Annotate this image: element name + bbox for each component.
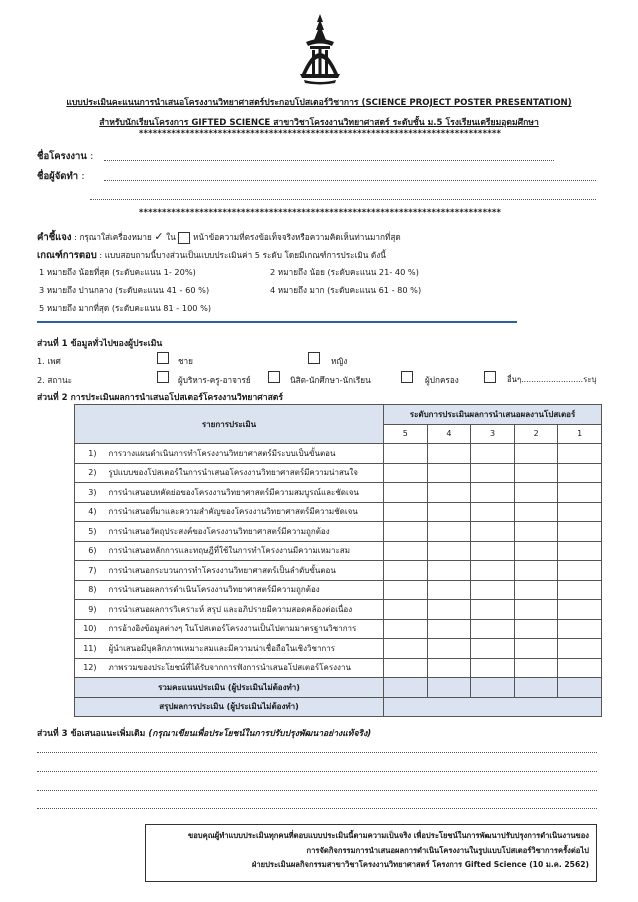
score-cell-1[interactable] (558, 619, 602, 639)
score-cell-3[interactable] (471, 522, 515, 542)
score-cell-4[interactable] (427, 619, 471, 639)
part1-title: ส่วนที่ 1 ข้อมูลทั่วไปของผู้ประเมิน (37, 339, 163, 349)
item-text: การนำเสนอหลักการและทฤษฎีที่ใช้ในการทำโครงงานมีความเหมาะสม (103, 541, 384, 561)
score-cell-1[interactable] (558, 600, 602, 620)
score-cell-3[interactable] (471, 619, 515, 639)
score-cell-2[interactable] (514, 561, 558, 581)
item-number: 8) (75, 580, 103, 600)
item-text: การวางแผนดำเนินการทำโครงงานวิทยาศาสตร์มีระบบเป็นขั้นตอน (103, 444, 384, 464)
score-cell-3[interactable] (471, 541, 515, 561)
item-number: 9) (75, 600, 103, 620)
project-name-field[interactable] (104, 160, 554, 161)
item-text: การนำเสนอผลการดำเนินโครงงานวิทยาศาสตร์มีความถูกต้อง (103, 580, 384, 600)
item-text: การอ้างอิงข้อมูลต่างๆ ในโปสเตอร์โครงงานเป็นไปตามมาตรฐานวิชาการ (103, 619, 384, 639)
status-other-label: อื่นๆ.........................ระบุ (507, 375, 597, 384)
score-cell-2[interactable] (514, 639, 558, 659)
scale-5: 5 หมายถึง มากที่สุด (ระดับคะแนน 81 - 100 %) (39, 303, 212, 313)
score-cell-2[interactable] (514, 502, 558, 522)
item-number: 5) (75, 522, 103, 542)
score-cell-4[interactable] (427, 580, 471, 600)
score-cell-5[interactable] (384, 541, 428, 561)
status-parent-checkbox[interactable] (401, 371, 413, 383)
score-cell-4[interactable] (427, 483, 471, 503)
col-level-header: ระดับการประเมินผลการนำเสนอผลงานโปสเตอร์ (384, 405, 602, 425)
evaluation-row (75, 600, 602, 620)
evaluation-row (75, 502, 602, 522)
score-cell-5[interactable] (384, 522, 428, 542)
score-cell-5[interactable] (384, 639, 428, 659)
item-number: 2) (75, 463, 103, 483)
score-cell-2[interactable] (514, 522, 558, 542)
status-label: 2. สถานะ (37, 375, 72, 385)
score-cell-1[interactable] (558, 561, 602, 581)
scale-4: 4 หมายถึง มาก (ระดับคะแนน 61 - 80 %) (270, 285, 422, 295)
score-cell-4[interactable] (427, 522, 471, 542)
star-divider: ****************************************************************************** (138, 129, 502, 139)
suggestion-line-3[interactable] (37, 790, 597, 791)
gender-male-checkbox[interactable] (157, 352, 169, 364)
score-cell-2[interactable] (514, 600, 558, 620)
score-cell-5[interactable] (384, 619, 428, 639)
score-cell-1[interactable] (558, 444, 602, 464)
status-teacher-label: ผู้บริหาร-ครู-อาจารย์ (178, 375, 251, 385)
authors-field-line2[interactable] (90, 199, 596, 200)
sample-checkbox-icon (178, 232, 190, 244)
evaluation-row (75, 658, 602, 678)
score-cell-4[interactable] (427, 600, 471, 620)
total-label: รวมคะแนนประเมิน (ผู้ประเมินไม่ต้องทำ) (75, 678, 384, 698)
school-emblem-icon (298, 12, 342, 86)
evaluation-row (75, 444, 602, 464)
footer-line-3: ฝ่ายประเมินผลกิจกรรมสาขาวิชาโครงงานวิทยาศาสตร์ โครงการ Gifted Science (10 ม.ค. 2562) (251, 860, 589, 869)
score-cell-3[interactable] (471, 463, 515, 483)
suggestion-line-2[interactable] (37, 771, 597, 772)
col-item-header: รายการประเมิน (75, 405, 384, 444)
score-cell-3[interactable] (471, 502, 515, 522)
score-cell-1[interactable] (558, 483, 602, 503)
part2-title: ส่วนที่ 2 การประเมินผลการนำเสนอโปสเตอร์โครงงานวิทยาศาสตร์ (37, 393, 284, 403)
item-text: รูปแบบของโปสเตอร์ในการนำเสนอโครงงานวิทยาศาสตร์มีความน่าสนใจ (103, 463, 384, 483)
level-1-header: 1 (558, 424, 602, 444)
authors-field[interactable] (104, 180, 596, 181)
status-student-label: นิสิต-นักศึกษา-นักเรียน (290, 375, 371, 385)
score-cell-1[interactable] (558, 639, 602, 659)
evaluation-row (75, 619, 602, 639)
status-teacher-checkbox[interactable] (157, 371, 169, 383)
scale-2: 2 หมายถึง น้อย (ระดับคะแนน 21- 40 %) (270, 267, 419, 277)
score-cell-2[interactable] (514, 444, 558, 464)
level-3-header: 3 (471, 424, 515, 444)
status-other-checkbox[interactable] (484, 371, 496, 383)
item-text: การนำเสนอวัตถุประสงค์ของโครงงานวิทยาศาสตร์มีความถูกต้อง (103, 522, 384, 542)
item-text: การนำเสนอกระบวนการทำโครงงานวิทยาศาสตร์เป็นลำดับขั้นตอน (103, 561, 384, 581)
score-cell-2[interactable] (514, 541, 558, 561)
evaluation-row (75, 522, 602, 542)
item-number: 10) (75, 619, 103, 639)
status-student-checkbox[interactable] (268, 371, 280, 383)
gender-label: 1. เพศ (37, 356, 61, 366)
score-cell-1[interactable] (558, 541, 602, 561)
level-5-header: 5 (384, 424, 428, 444)
score-cell-3[interactable] (471, 561, 515, 581)
score-cell-3[interactable] (471, 580, 515, 600)
star-divider-2: ****************************************************************************** (138, 208, 502, 218)
score-cell-4[interactable] (427, 463, 471, 483)
score-cell-5[interactable] (384, 580, 428, 600)
item-number: 3) (75, 483, 103, 503)
score-cell-1[interactable] (558, 463, 602, 483)
score-cell-2[interactable] (514, 483, 558, 503)
score-cell-1[interactable] (558, 502, 602, 522)
checkmark-icon: ✓ (154, 230, 164, 243)
summary-row (75, 697, 602, 717)
score-cell-4[interactable] (427, 639, 471, 659)
suggestion-line-1[interactable] (37, 752, 597, 753)
score-cell-3[interactable] (471, 639, 515, 659)
item-number: 1) (75, 444, 103, 464)
score-cell-5[interactable] (384, 444, 428, 464)
score-cell-1[interactable] (558, 522, 602, 542)
score-cell-2[interactable] (514, 658, 558, 678)
item-number: 12) (75, 658, 103, 678)
evaluation-row (75, 463, 602, 483)
criteria-line: เกณฑ์การตอบ : แบบสอบถามนี้บางส่วนเป็นแบบประเมินค่า 5 ระดับ โดยมีเกณฑ์การประเมิน ดังนี้ (37, 250, 386, 261)
score-cell-3[interactable] (471, 600, 515, 620)
score-cell-3[interactable] (471, 658, 515, 678)
total-cell (471, 678, 515, 698)
score-cell-5[interactable] (384, 463, 428, 483)
score-cell-4[interactable] (427, 502, 471, 522)
score-cell-2[interactable] (514, 619, 558, 639)
item-number: 6) (75, 541, 103, 561)
summary-cell (384, 697, 602, 717)
evaluation-row (75, 483, 602, 503)
total-cell (384, 678, 428, 698)
score-cell-5[interactable] (384, 658, 428, 678)
total-cell (558, 678, 602, 698)
score-cell-5[interactable] (384, 502, 428, 522)
level-2-header: 2 (514, 424, 558, 444)
item-text: การนำเสนอผลการวิเคราะห์ สรุป และอภิปรายมีความสอดคล้องต่อเนื่อง (103, 600, 384, 620)
gender-female-label: หญิง (331, 356, 348, 366)
evaluation-row (75, 541, 602, 561)
score-cell-3[interactable] (471, 444, 515, 464)
item-number: 11) (75, 639, 103, 659)
score-cell-5[interactable] (384, 600, 428, 620)
item-text: ผู้นำเสนอมีบุคลิกภาพเหมาะสมและมีความน่าเชื่อถือในเชิงวิชาการ (103, 639, 384, 659)
score-cell-2[interactable] (514, 580, 558, 600)
total-row (75, 678, 602, 698)
item-text: การนำเสนอที่มาและความสำคัญของโครงงานวิทยาศาสตร์มีความชัดเจน (103, 502, 384, 522)
score-cell-4[interactable] (427, 561, 471, 581)
item-number: 4) (75, 502, 103, 522)
footer-note (145, 824, 597, 882)
gender-female-checkbox[interactable] (308, 352, 320, 364)
status-parent-label: ผู้ปกครอง (425, 375, 459, 385)
score-cell-3[interactable] (471, 483, 515, 503)
evaluation-row (75, 639, 602, 659)
score-cell-1[interactable] (558, 580, 602, 600)
form-subtitle: สำหรับนักเรียนโครงการ GIFTED SCIENCE สาขาวิชาโครงงานวิทยาศาสตร์ ระดับชั้น ม.5 โรงเรียนเตรียมอุดมศึกษา (99, 118, 539, 128)
score-cell-2[interactable] (514, 463, 558, 483)
suggestion-line-4[interactable] (37, 808, 597, 809)
authors-label: ชื่อผู้จัดทำ : (37, 171, 85, 182)
evaluation-table (74, 404, 602, 717)
scale-1: 1 หมายถึง น้อยที่สุด (ระดับคะแนน 1- 20%) (39, 267, 196, 277)
score-cell-4[interactable] (427, 658, 471, 678)
evaluation-row (75, 580, 602, 600)
score-cell-5[interactable] (384, 561, 428, 581)
evaluation-row (75, 561, 602, 581)
footer-line-2: การจัดกิจกรรมการนำเสนอผลการดำเนินโครงงานในรูปแบบโปสเตอร์วิชาการครั้งต่อไป (306, 845, 589, 855)
scale-3: 3 หมายถึง ปานกลาง (ระดับคะแนน 41 - 60 %) (39, 285, 210, 295)
form-title: แบบประเมินคะแนนการนำเสนอโครงงานวิทยาศาสตร์ประกอบโปสเตอร์วิชาการ (SCIENCE PROJECT POSTER PRESENTATION) (66, 98, 572, 108)
item-text: การนำเสนอบทคัดย่อของโครงงานวิทยาศาสตร์มีความสมบูรณ์และชัดเจน (103, 483, 384, 503)
total-cell (514, 678, 558, 698)
footer-line-1: ขอบคุณผู้ทำแบบประเมินทุกคนที่ตอบแบบประเมินนี้ตามความเป็นจริง เพื่อประโยชน์ในการพัฒนาปรับปรุงการดำเนินงานของ (188, 831, 589, 840)
item-text: ภาพรวมของประโยชน์ที่ได้รับจากการฟังการนำเสนอโปสเตอร์โครงงาน (103, 658, 384, 678)
section-divider (37, 321, 517, 323)
level-4-header: 4 (427, 424, 471, 444)
score-cell-4[interactable] (427, 444, 471, 464)
score-cell-1[interactable] (558, 658, 602, 678)
project-name-label: ชื่อโครงงาน : (37, 151, 94, 162)
total-cell (427, 678, 471, 698)
part3-title: ส่วนที่ 3 ข้อเสนอแนะเพิ่มเติม (กรุณาเขียนเพื่อประโยชน์ในการปรับปรุงพัฒนาอย่างแท้จริง) (37, 729, 372, 739)
gender-male-label: ชาย (178, 356, 193, 366)
score-cell-5[interactable] (384, 483, 428, 503)
item-number: 7) (75, 561, 103, 581)
score-cell-4[interactable] (427, 541, 471, 561)
summary-label: สรุปผลการประเมิน (ผู้ประเมินไม่ต้องทำ) (75, 697, 384, 717)
instructions-line: คำชี้แจง : กรุณาใส่เครื่องหมาย ✓ ใน หน้าข้อความที่ตรงข้อเท็จจริงหรือความคิดเห็นท่านมากที่สุด (37, 230, 401, 243)
